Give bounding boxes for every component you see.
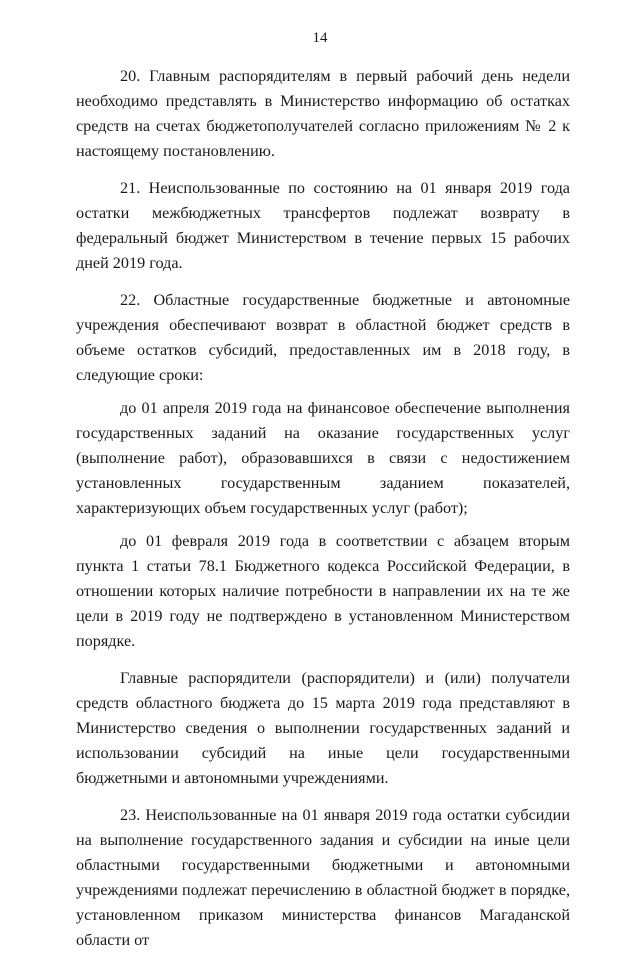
paragraph-22: 22. Областные государственные бюджетные и автономные учреждения обеспечивают возврат в областной бюджет средств в объеме остатков субсидий, предоставленных им в 2018 году, в следующие сроки:	[76, 291, 570, 384]
paragraph-23: 23. Неиспользованные на 01 января 2019 года остатки субсидии на выполнение государственного задания и субсидии на иные цели областными государственными бюджетными и автономными учреждениями подлежат перечислению в областной бюджет в порядке, установленном приказом министерства финансов Магаданской области от	[76, 806, 570, 949]
paragraph-22-item-february: до 01 февраля 2019 года в соответствии с абзацем вторым пункта 1 статьи 78.1 Бюджетного кодекса Российской Федерации, в отношении которых наличие потребности в направлении их на те же цели в 2019 году не подтверждено в установленном Министерством порядке.	[76, 532, 570, 650]
paragraph-22-reporting: Главные распорядители (распорядители) и (или) получатели средств областного бюджета до 15 марта 2019 года представляют в Министерство сведения о выполнении государственных заданий и использовании субсидий на иные цели государственными бюджетными и автономными учреждениями.	[76, 669, 570, 787]
paragraph-22-item-april: до 01 апреля 2019 года на финансовое обеспечение выполнения государственных заданий на оказание государственных услуг (выполнение работ), образовавшихся в связи с недостижением установленных государственным заданием показателей, характеризующих объем государственных услуг (работ);	[76, 399, 570, 517]
document-body	[76, 64, 570, 953]
page-number: 14	[312, 30, 328, 46]
paragraph-21: 21. Неиспользованные по состоянию на 01 января 2019 года остатки межбюджетных трансфертов подлежат возврату в федеральный бюджет Министерством в течение первых 15 рабочих дней 2019 года.	[76, 179, 570, 272]
paragraph-20: 20. Главным распорядителям в первый рабочий день недели необходимо представлять в Министерство информацию об остатках средств на счетах бюджетополучателей согласно приложениям № 2 к настоящему постановлению.	[76, 67, 570, 160]
